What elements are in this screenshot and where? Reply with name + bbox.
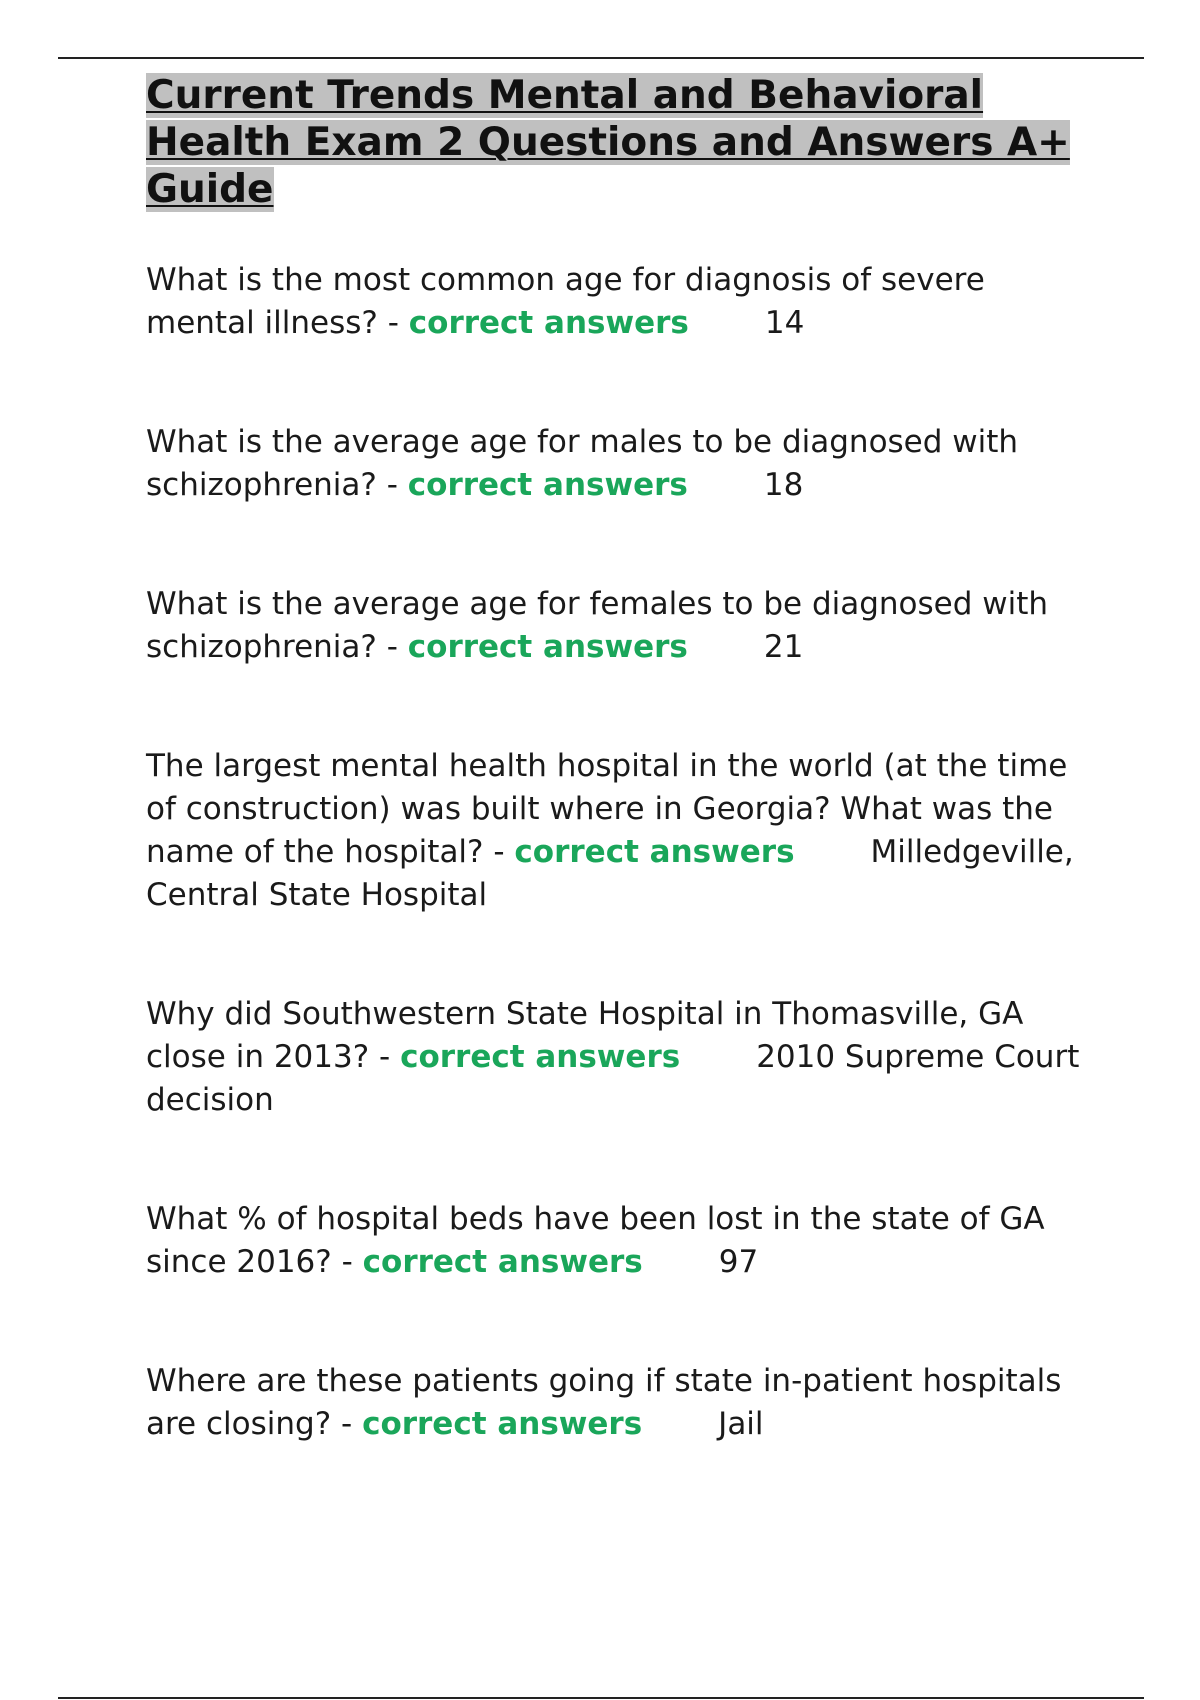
answer-text: 14 <box>764 305 805 341</box>
qa-item <box>146 421 1096 507</box>
correct-answers-label: correct answers <box>400 1039 681 1075</box>
separator: - <box>376 629 408 665</box>
separator: - <box>331 1244 363 1280</box>
qa-item <box>146 1198 1096 1284</box>
correct-answers-label: correct answers <box>514 834 795 870</box>
qa-list <box>146 259 1096 1446</box>
separator: - <box>369 1039 401 1075</box>
question-text: What is the most common age for diagnosis of severe mental illness? <box>146 262 985 341</box>
bottom-rule <box>58 1697 1144 1699</box>
correct-answers-label: correct answers <box>362 1406 643 1442</box>
question-text: Where are these patients going if state in-patient hospitals are closing? <box>146 1363 1062 1442</box>
answer-text: 97 <box>718 1244 759 1280</box>
qa-item <box>146 745 1096 917</box>
question-text: Why did Southwestern State Hospital in Thomasville, GA close in 2013? <box>146 996 1024 1075</box>
question-text: What % of hospital beds have been lost in the state of GA since 2016? <box>146 1201 1045 1280</box>
correct-answers-label: correct answers <box>407 467 688 503</box>
separator: - <box>331 1406 363 1442</box>
question-text: What is the average age for males to be diagnosed with schizophrenia? <box>146 424 1019 503</box>
qa-item <box>146 993 1096 1122</box>
qa-item <box>146 1360 1096 1446</box>
correct-answers-label: correct answers <box>408 305 689 341</box>
answer-text: 21 <box>763 629 804 665</box>
qa-item <box>146 583 1096 669</box>
top-rule <box>58 57 1144 59</box>
qa-item <box>146 259 1096 345</box>
document-title-text: Current Trends Mental and Behavioral Health Exam 2 Questions and Answers A+ Guide <box>146 73 1070 212</box>
separator: - <box>377 305 409 341</box>
question-text: The largest mental health hospital in the world (at the time of construction) was built where in Georgia? What was the name of the hospital? <box>146 748 1068 870</box>
answer-text: 18 <box>763 467 804 503</box>
question-text: What is the average age for females to be diagnosed with schizophrenia? <box>146 586 1049 665</box>
correct-answers-label: correct answers <box>362 1244 643 1280</box>
answer-text: Jail <box>718 1406 764 1442</box>
separator: - <box>483 834 515 870</box>
answer-text: Milledgeville, Central State Hospital <box>146 834 1074 913</box>
document-title <box>146 72 1096 213</box>
document-body <box>146 72 1096 1446</box>
separator: - <box>376 467 408 503</box>
correct-answers-label: correct answers <box>407 629 688 665</box>
answer-text: 2010 Supreme Court decision <box>146 1039 1080 1118</box>
